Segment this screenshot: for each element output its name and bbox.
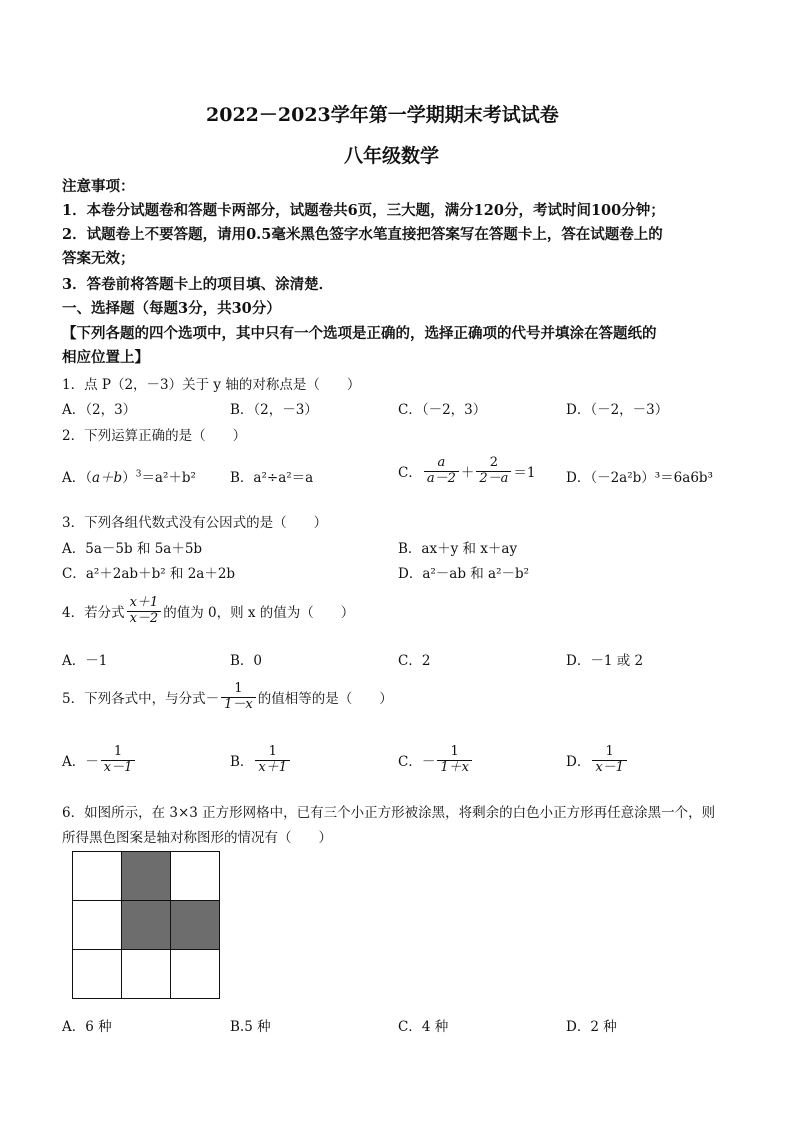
grid-cell-filled	[122, 901, 171, 950]
q4-option-a: A．－1	[62, 653, 108, 669]
section-instructions: 【下列各题的四个选项中，其中只有一个选项是正确的，选择正确项的代号并填涂在答题纸的	[62, 325, 657, 342]
note-2: 2．试题卷上不要答题，请用0.5毫米黑色签字水笔直接把答案写在答题卡上，答在试题卷上的	[62, 226, 663, 243]
grid-figure	[72, 851, 220, 999]
q5-option-d: D． $\frac{1}{x-1}$	[566, 745, 629, 776]
section-instructions-cont: 相应位置上】	[62, 349, 149, 366]
grid-cell-empty	[73, 901, 122, 950]
note-3: 3．答卷前将答题卡上的项目填、涂清楚．	[62, 276, 334, 293]
q6-option-d: D．2 种	[566, 1019, 617, 1035]
section-heading: 一、选择题（每题3分，共30分）	[62, 300, 281, 317]
q5-option-a: A．－ $\frac{1}{x-1}$	[62, 745, 137, 776]
q3-option-a: A．5a－5b 和 5a＋5b	[62, 541, 203, 557]
q2-option-d: D．（－2a²b）³＝6a6b³	[566, 470, 713, 486]
question-2-stem: 2．下列运算正确的是（ ）	[62, 428, 247, 444]
grid-cell-filled	[171, 901, 220, 950]
fraction: $\frac{1}{1-x}$	[221, 682, 256, 713]
question-5-stem: 5．下列各式中，与分式－ $\frac{1}{1-x}$ 的值相等的是（ ）	[62, 681, 393, 712]
q3-option-d: D．a²－ab 和 a²－b²	[398, 566, 530, 582]
q5-option-b: B． $\frac{1}{x+1}$	[230, 745, 292, 776]
q5-option-c: C．－ $\frac{1}{1+x}$	[398, 745, 474, 776]
notes-heading: 注意事项：	[62, 178, 135, 195]
q4-option-b: B．0	[230, 653, 263, 669]
note-1: 1．本卷分试题卷和答题卡两部分，试题卷共6页，三大题，满分120分，考试时间100分钟；	[62, 202, 665, 219]
question-6-stem-cont: 所得黑色图案是轴对称图形的情况有（ ）	[62, 830, 332, 846]
q4-option-d: D．－1 或 2	[566, 653, 644, 669]
question-3-stem: 3．下列各组代数式没有公因式的是（ ）	[62, 515, 328, 531]
grid-cell-filled	[122, 852, 171, 901]
page-subtitle: 八年级数学	[344, 145, 440, 167]
grid-cell-empty	[73, 852, 122, 901]
fraction: $\frac{1}{1+x}$	[437, 745, 472, 776]
note-2-cont: 答案无效；	[62, 250, 135, 267]
fraction: $\frac{1}{x-1}$	[101, 745, 136, 776]
question-1-stem: 1．点 P（2，－3）关于 y 轴的对称点是（ ）	[62, 377, 361, 393]
q6-option-a: A．6 种	[62, 1019, 112, 1035]
fraction: $\frac{a}{a-2}$	[424, 456, 459, 487]
q1-option-c: C．（－2，3）	[398, 402, 487, 418]
question-6-stem: 6．如图所示，在 3×3 正方形网格中，已有三个小正方形被涂黑，将剩余的白色小正方形再任意涂黑一个，则	[62, 805, 716, 821]
q6-option-b: B.5 种	[230, 1019, 271, 1035]
fraction: $\frac{1}{x+1}$	[255, 745, 290, 776]
q4-option-c: C．2	[398, 653, 431, 669]
q6-option-c: C．4 种	[398, 1019, 449, 1035]
q1-option-b: B．（2，－3）	[230, 402, 318, 418]
q2-option-c: C． $\frac{a}{a-2}$ ＋ $\frac{2}{2-a}$ ＝1	[398, 455, 536, 486]
grid-cell-empty	[122, 950, 171, 999]
page-title: 2022－2023学年第一学期期末考试试卷	[206, 104, 559, 126]
q1-option-d: D．（－2，－3）	[566, 402, 669, 418]
fraction: $\frac{2}{2-a}$	[476, 456, 511, 487]
fraction: $\frac{x+1}{x-2}$	[127, 596, 162, 627]
q3-option-b: B．ax＋y 和 x＋ay	[398, 541, 518, 557]
fraction: $\frac{1}{x-1}$	[592, 745, 627, 776]
grid-cell-empty	[73, 950, 122, 999]
grid-cell-empty	[171, 852, 220, 901]
question-4-stem: 4．若分式 $\frac{x+1}{x-2}$ 的值为 0，则 x 的值为（ ）	[62, 595, 355, 626]
q3-option-c: C．a²＋2ab＋b² 和 2a＋2b	[62, 566, 236, 582]
grid-cell-empty	[171, 950, 220, 999]
q1-option-a: A．（2，3）	[62, 402, 137, 418]
q2-option-a: A．$(a+b)^3=a^2+b^2$	[62, 469, 196, 486]
q2-option-b: B．a²÷a²＝a	[230, 470, 314, 486]
